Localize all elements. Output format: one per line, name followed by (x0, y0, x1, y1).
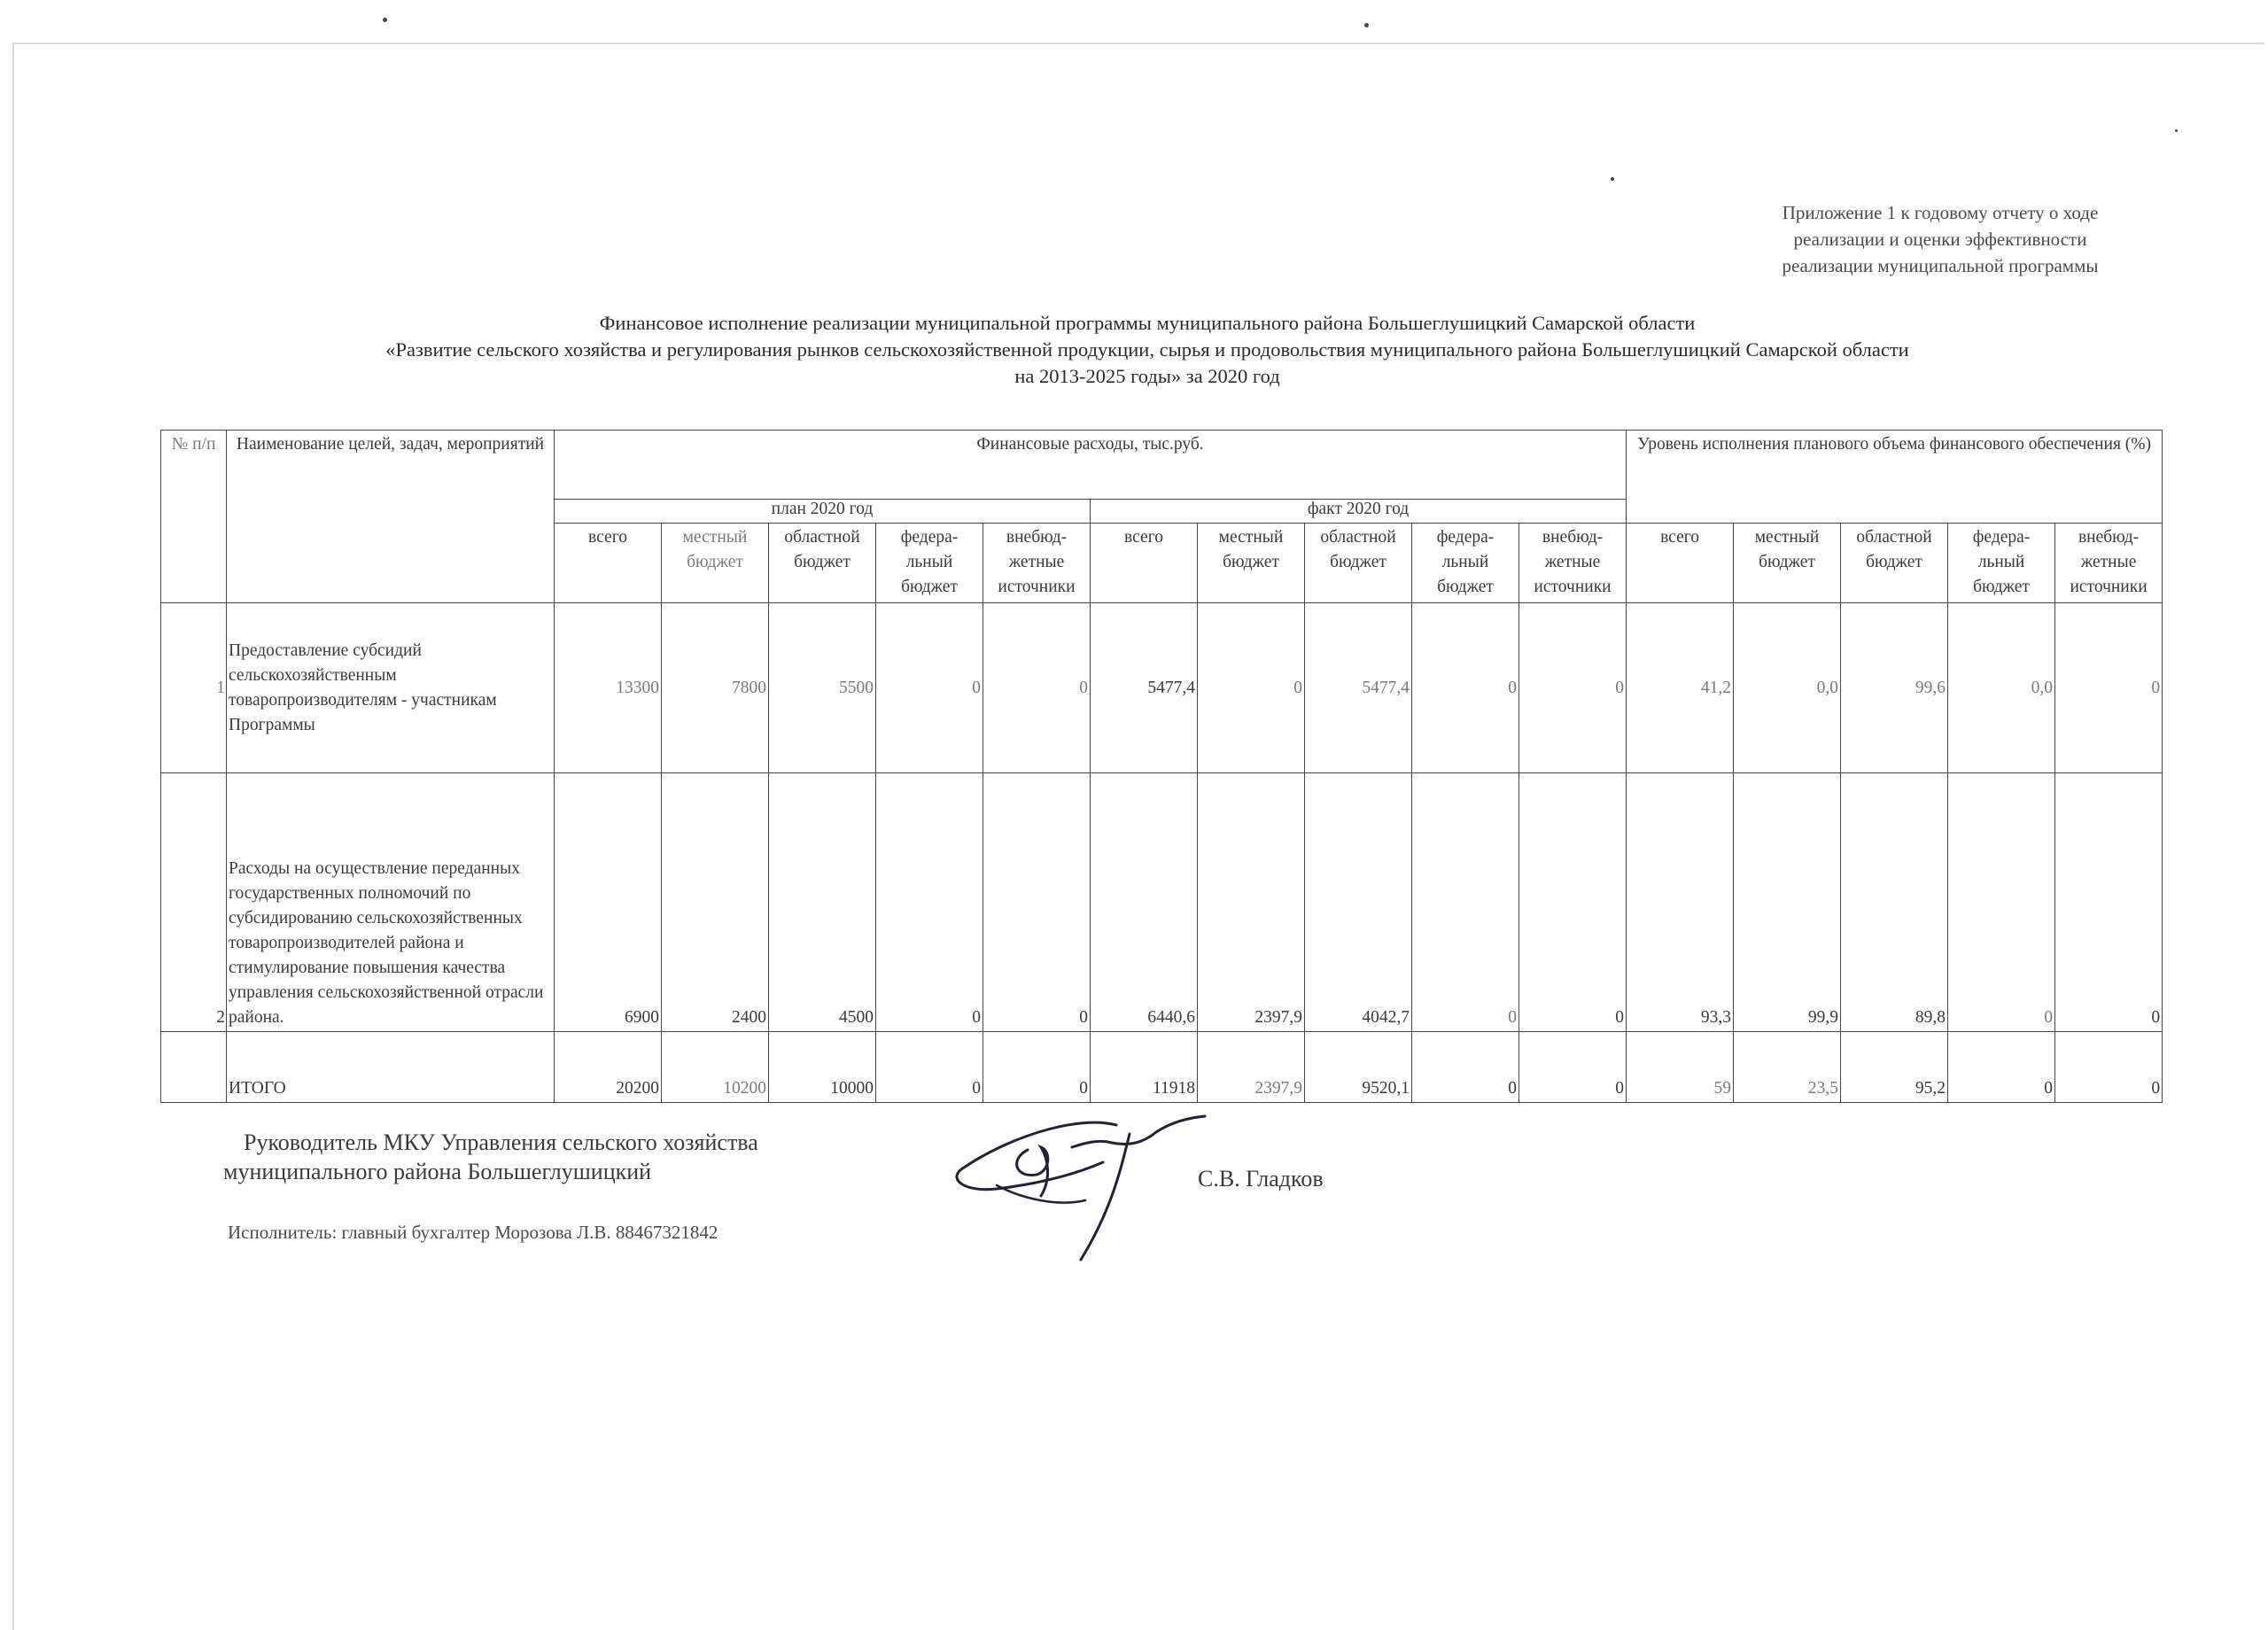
appendix-note-line-1: Приложение 1 к годовому отчету о ходе (1782, 202, 2099, 223)
row-name: Расходы на осуществление переданных государственных полномочий по субсидированию сельскохозяйственных товаропроизводителей района и стимулирование повышения качества управления сельскохозяйственной отрасли района. (227, 773, 555, 1032)
level-regional: 95,2 (1841, 1032, 1948, 1103)
header-execution-level: Уровень исполнения планового объема финансового обеспечения (%) (1627, 431, 2163, 524)
level-local: 23,5 (1734, 1032, 1841, 1103)
scan-speck (2175, 129, 2178, 132)
fact-col-extrabudget: внебюд-жетные источники (1519, 524, 1627, 603)
fact-total: 5477,4 (1091, 603, 1198, 773)
level-federal: 0,0 (1948, 603, 2055, 773)
table-row-total (161, 1032, 2163, 1103)
plan-col-local: местный бюджет (662, 524, 769, 603)
level-federal: 0 (1948, 1032, 2055, 1103)
header-num: № п/п (161, 431, 227, 603)
executor-info: Исполнитель: главный бухгалтер Морозова Л.В. 88467321842 (228, 1222, 718, 1243)
plan-extrabudget: 0 (983, 603, 1091, 773)
fact-col-federal: федера-льный бюджет (1412, 524, 1519, 603)
row-name: Предоставление субсидий сельскохозяйственным товаропроизводителям - участникам Программы (227, 603, 555, 773)
plan-total: 6900 (555, 773, 662, 1032)
plan-col-regional: областной бюджет (769, 524, 876, 603)
level-federal: 0 (1948, 773, 2055, 1032)
header-fact: факт 2020 год (1091, 500, 1627, 524)
plan-col-extrabudget: внебюд-жетные источники (983, 524, 1091, 603)
level-local: 99,9 (1734, 773, 1841, 1032)
fact-regional: 4042,7 (1305, 773, 1412, 1032)
scan-speck (383, 18, 387, 22)
level-total: 41,2 (1627, 603, 1734, 773)
fact-local: 2397,9 (1198, 1032, 1305, 1103)
row-num: 2 (161, 773, 227, 1032)
scan-speck (1364, 23, 1369, 27)
level-extrabudget: 0 (2055, 603, 2163, 773)
signatory-position (223, 1128, 758, 1186)
plan-extrabudget: 0 (983, 1032, 1091, 1103)
document-title (159, 310, 2135, 390)
plan-col-total: всего (555, 524, 662, 603)
level-total: 93,3 (1627, 773, 1734, 1032)
plan-federal: 0 (876, 773, 983, 1032)
title-line-2: «Развитие сельского хозяйства и регулирования рынков сельскохозяйственной продукции, сырья и продовольствия муниципального района Большеглушицкий Самарской области (385, 338, 1909, 361)
fact-federal: 0 (1412, 603, 1519, 773)
table-row (161, 773, 2163, 1032)
financial-execution-table (160, 430, 2163, 1103)
fact-extrabudget: 0 (1519, 773, 1627, 1032)
table-row (161, 603, 2163, 773)
fact-extrabudget: 0 (1519, 603, 1627, 773)
fact-local: 2397,9 (1198, 773, 1305, 1032)
level-total: 59 (1627, 1032, 1734, 1103)
fact-col-local: местный бюджет (1198, 524, 1305, 603)
level-col-local: местный бюджет (1734, 524, 1841, 603)
scan-speck (1611, 177, 1614, 181)
level-regional: 99,6 (1841, 603, 1948, 773)
signatory-name: С.В. Гладков (1198, 1166, 1324, 1191)
title-line-1: Финансовое исполнение реализации муниципальной программы муниципального района Большеглушицкий Самарской области (599, 312, 1696, 334)
plan-extrabudget: 0 (983, 773, 1091, 1032)
fact-local: 0 (1198, 603, 1305, 773)
plan-federal: 0 (876, 603, 983, 773)
plan-regional: 5500 (769, 603, 876, 773)
signatory-line-1: Руководитель МКУ Управления сельского хозяйства (244, 1129, 758, 1155)
plan-total: 20200 (555, 1032, 662, 1103)
plan-total: 13300 (555, 603, 662, 773)
fact-extrabudget: 0 (1519, 1032, 1627, 1103)
row-num (161, 1032, 227, 1103)
plan-federal: 0 (876, 1032, 983, 1103)
level-regional: 89,8 (1841, 773, 1948, 1032)
fact-regional: 5477,4 (1305, 603, 1412, 773)
title-line-3: на 2013-2025 годы» за 2020 год (1014, 365, 1280, 387)
plan-local: 10200 (662, 1032, 769, 1103)
fact-regional: 9520,1 (1305, 1032, 1412, 1103)
plan-regional: 4500 (769, 773, 876, 1032)
level-col-extrabudget: внебюд-жетные источники (2055, 524, 2163, 603)
signatory-line-2: муниципального района Большеглушицкий (223, 1159, 652, 1184)
appendix-note-line-2: реализации и оценки эффективности (1793, 229, 2087, 250)
appendix-note (1736, 199, 2144, 279)
plan-local: 7800 (662, 603, 769, 773)
level-extrabudget: 0 (2055, 1032, 2163, 1103)
header-name: Наименование целей, задач, мероприятий (227, 431, 555, 603)
plan-regional: 10000 (769, 1032, 876, 1103)
fact-col-total: всего (1091, 524, 1198, 603)
level-col-federal: федера-льный бюджет (1948, 524, 2055, 603)
fact-federal: 0 (1412, 1032, 1519, 1103)
plan-local: 2400 (662, 773, 769, 1032)
row-name: ИТОГО (227, 1032, 555, 1103)
appendix-note-line-3: реализации муниципальной программы (1782, 255, 2099, 276)
row-num: 1 (161, 603, 227, 773)
header-row-top (161, 431, 2163, 500)
fact-federal: 0 (1412, 773, 1519, 1032)
fact-col-regional: областной бюджет (1305, 524, 1412, 603)
fact-total: 11918 (1091, 1032, 1198, 1103)
header-plan: план 2020 год (555, 500, 1091, 524)
level-col-regional: областной бюджет (1841, 524, 1948, 603)
fact-total: 6440,6 (1091, 773, 1198, 1032)
header-financial-expenses: Финансовые расходы, тыс.руб. (555, 431, 1627, 500)
level-local: 0,0 (1734, 603, 1841, 773)
level-col-total: всего (1627, 524, 1734, 603)
level-extrabudget: 0 (2055, 773, 2163, 1032)
plan-col-federal: федера-льный бюджет (876, 524, 983, 603)
